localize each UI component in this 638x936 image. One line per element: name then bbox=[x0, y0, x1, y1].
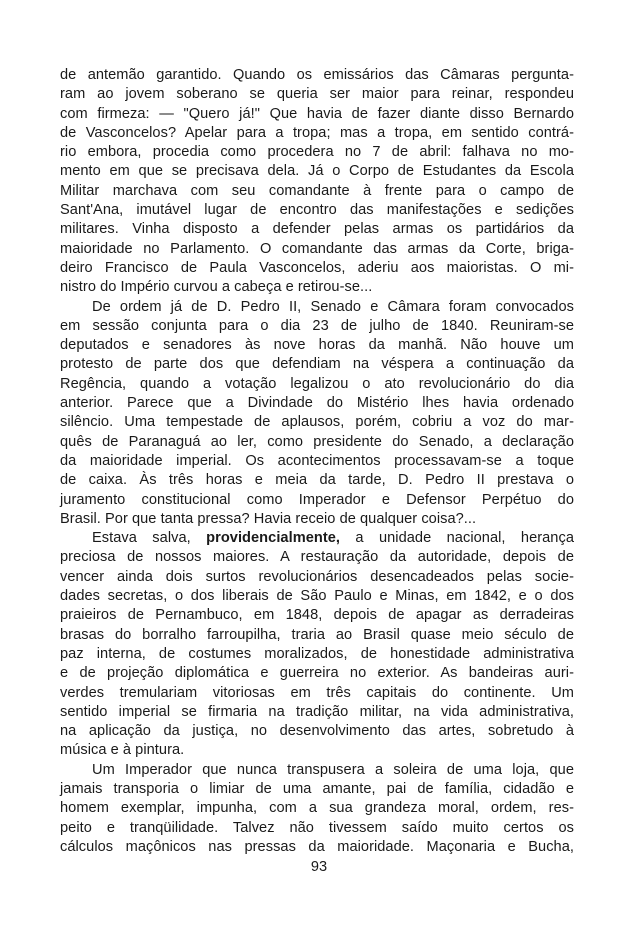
paragraph bbox=[60, 529, 574, 761]
text-line: peito e tranqüilidade. Talvez não tivessem saído muito certos os bbox=[60, 819, 574, 836]
text-line: protesto de parte dos que defendiam na véspera a continuação da bbox=[60, 356, 574, 373]
paragraph bbox=[60, 761, 574, 857]
text-line: nistro do Império curvou a cabeça e retirou-se... bbox=[60, 279, 373, 296]
text-line: deputados e senadores às nove horas da manhã. Não houve um bbox=[60, 337, 574, 354]
emphasized-word: providencialmente, bbox=[206, 530, 341, 547]
text-line: rio embora, procedia como procedera no 7 de abril: falhava no mo- bbox=[60, 144, 574, 161]
text-line: quês de Paranaguá ao ler, como presidente do Senado, a declaração bbox=[60, 433, 574, 450]
paragraph bbox=[60, 298, 574, 530]
text-line: De ordem já de D. Pedro II, Senado e Câmara foram convocados bbox=[92, 298, 574, 315]
text-line: ram ao jovem soberano se queria ser maior para reinar, respondeu bbox=[60, 86, 574, 103]
text-line: silêncio. Uma tempestade de aplausos, porém, cobriu a voz do mar- bbox=[60, 414, 574, 431]
text-line: música e à pintura. bbox=[60, 742, 185, 759]
text-line: de caixa. Às três horas e meia da tarde, D. Pedro II prestava o bbox=[60, 472, 574, 489]
text-line: paz interna, de costumes moralizados, de honestidade administrativa bbox=[60, 645, 574, 662]
text-run: a unidade nacional, herança bbox=[340, 530, 574, 547]
text-line: Brasil. Por que tanta pressa? Havia receio de qualquer coisa?... bbox=[60, 510, 477, 527]
text-line: vencer ainda dois surtos revolucionários desencadeados pelas socie- bbox=[60, 568, 574, 585]
text-line: em sessão conjunta para o dia 23 de julho de 1840. Reuniram-se bbox=[60, 317, 574, 334]
text-line: Um Imperador que nunca transpusera a soleira de uma loja, que bbox=[92, 761, 574, 778]
text-line: de antemão garantido. Quando os emissários das Câmaras pergunta- bbox=[60, 67, 574, 83]
text-line: juramento constitucional como Imperador e Defensor Perpétuo do bbox=[60, 491, 574, 508]
text-line: dades secretas, o dos liberais de São Paulo e Minas, em 1842, e o dos bbox=[60, 588, 574, 605]
text-line bbox=[60, 529, 574, 548]
page-number: 93 bbox=[310, 859, 328, 875]
text-line: sentido imperial se firmaria na tradição militar, na vida administrativa, bbox=[60, 703, 574, 720]
paragraph bbox=[60, 66, 574, 298]
text-line: preciosa de nossos maiores. A restauração da autoridade, depois de bbox=[60, 549, 574, 566]
text-line: mento em que se precisava dela. Já o Corpo de Estudantes da Escola bbox=[60, 163, 574, 180]
text-line: verdes tremulariam vitoriosas em três capitais do continente. Um bbox=[60, 684, 574, 701]
text-line: maioridade no Parlamento. O comandante das armas da Corte, briga- bbox=[60, 240, 574, 257]
text-run: Estava salva, bbox=[92, 530, 207, 547]
text-line: deiro Francisco de Paula Vasconcelos, aderiu aos maioristas. O mi- bbox=[60, 259, 574, 276]
text-line: de Vasconcelos? Apelar para a tropa; mas a tropa, em sentido contrá- bbox=[60, 124, 574, 141]
text-line: cálculos maçônicos nas pressas da maioridade. Maçonaria e Bucha, bbox=[60, 838, 574, 855]
text-line: da maioridade imperial. Os acontecimentos processavam-se a toque bbox=[60, 452, 574, 469]
text-line: na aplicação da justiça, no desenvolvimento das artes, sobretudo à bbox=[60, 723, 574, 740]
text-line: Regência, quando a votação legalizou o ato revolucionário do dia bbox=[60, 375, 574, 392]
page-body bbox=[60, 66, 574, 857]
text-line: anterior. Parece que a Divindade do Mistério lhes havia ordenado bbox=[60, 395, 574, 412]
text-line: homem exemplar, impunha, com a sua grandeza moral, ordem, res- bbox=[60, 800, 574, 817]
text-line: com firmeza: — "Quero já!" Que havia de fazer diante disso Bernardo bbox=[60, 105, 574, 122]
text-line: militares. Vinha disposto a defender pelas armas os partidários da bbox=[60, 221, 574, 238]
text-line: Militar marchava com seu comandante à frente para o campo de bbox=[60, 182, 574, 199]
text-line: praieiros de Pernambuco, em 1848, depois de apagar as derradeiras bbox=[60, 607, 574, 624]
text-line: Sant'Ana, imutável lugar de encontro das manifestações e sedições bbox=[60, 202, 574, 219]
text-line: jamais transporia o limiar de uma amante, pai de família, cidadão e bbox=[60, 780, 574, 797]
text-line: e de projeção diplomática e guerreira no exterior. As bandeiras auri- bbox=[60, 665, 574, 682]
text-line: brasas do borralho farroupilha, traria ao Brasil quase meio século de bbox=[60, 626, 574, 643]
